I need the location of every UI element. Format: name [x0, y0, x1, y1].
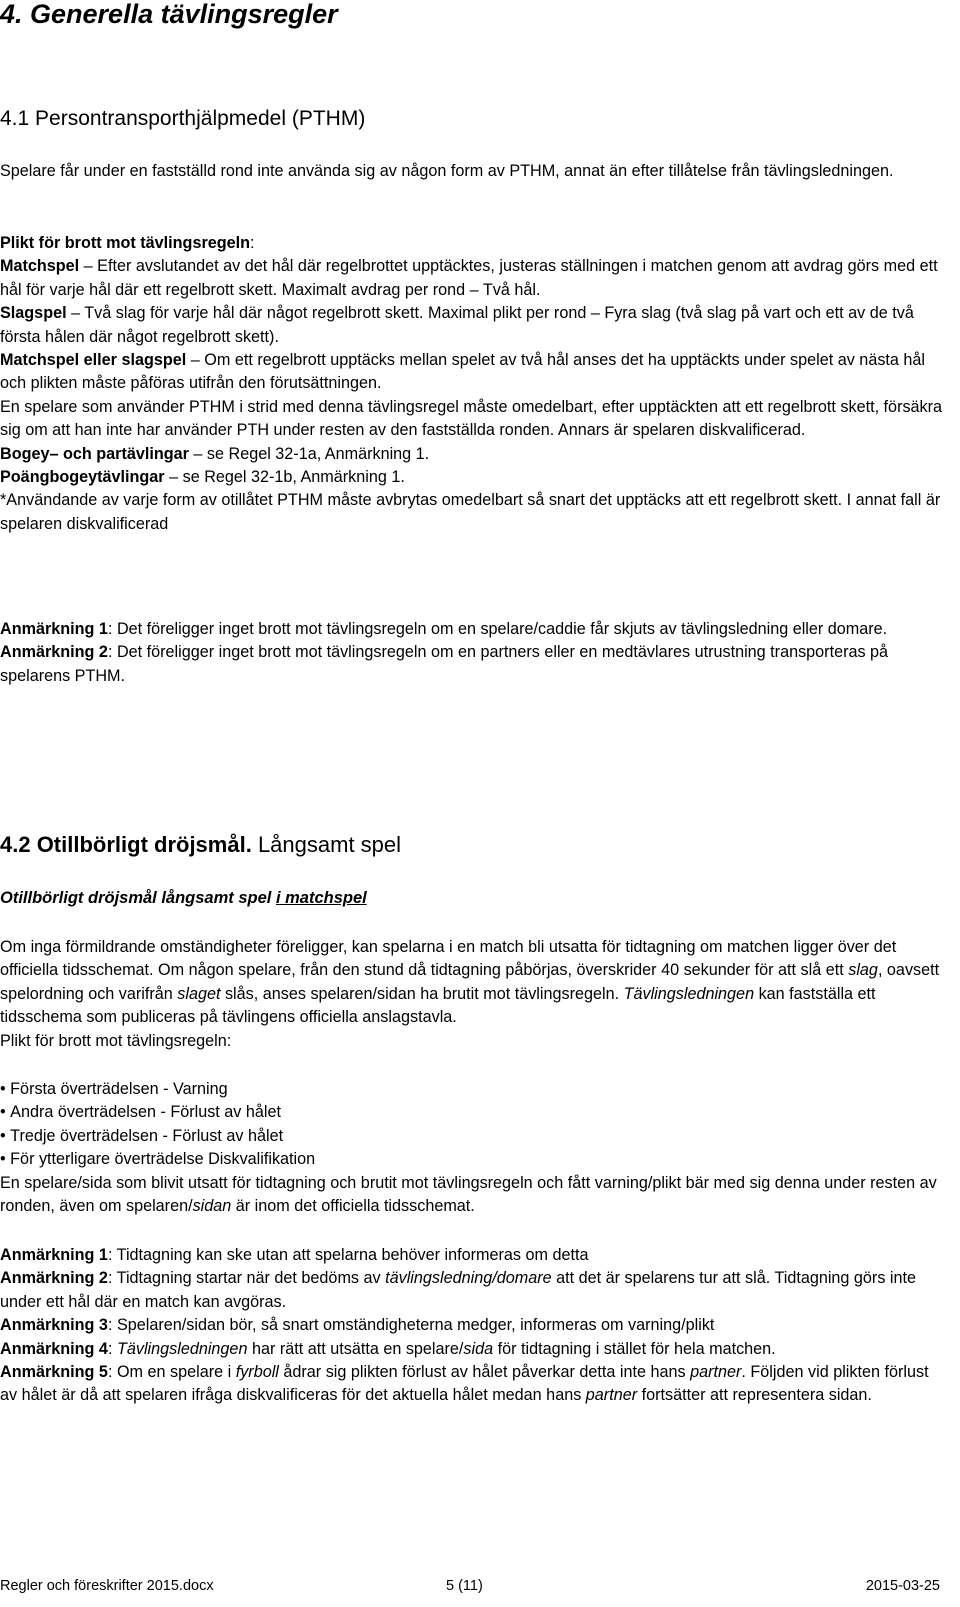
colon: :: [107, 1363, 113, 1382]
section-heading-4-1: 4.1 Persontransporthjälpmedel (PTHM): [0, 107, 366, 130]
note-text: Tidtagning startar när det bedöms av: [116, 1269, 386, 1288]
pthm-penalty-heading: Plikt för brott mot tävlingsregeln: [0, 234, 251, 252]
chapter-heading: 4. Generella tävlingsregler: [0, 0, 338, 29]
unauthorized-text: *Användande av varje form av otillåtet PTHM måste avbrytas omedelbart så snart det upptäcks att ett regelbrott skett. I annat fall är spelaren diskvalificerad: [0, 491, 941, 533]
colon: :: [107, 1246, 113, 1264]
note-text: Tidtagning kan ske utan att spelarna behöver informeras om detta: [116, 1246, 589, 1264]
penalty-list: [0, 1078, 950, 1172]
slow-play-notes: [0, 1244, 950, 1408]
note-italic: partner: [585, 1386, 638, 1405]
colon: :: [107, 1316, 113, 1335]
pthm-player-text: En spelare som använder PTHM i strid med denna tävlingsregel måste omedelbart, efter upptäckten att ett regelbrott skett, försäkra sig om att han inte har använder PTH under resten av den fastställda ronden. Annars är spelaren diskvalificerad.: [0, 397, 943, 440]
pthm-intro: [0, 160, 950, 183]
footer-divider: [0, 1571, 940, 1572]
note1-label: Anmärkning 1: [0, 620, 108, 638]
note-text: ådrar sig plikten förlust av hålet påverkar detta inte hans: [278, 1363, 691, 1382]
footer-filename: Regler och föreskrifter 2015.docx: [0, 1578, 214, 1594]
intro-part: Om inga förmildrande omständigheter föreligger, kan spelarna i en match bli utsatta för tidtagning om matchen ligger över det officiella tidsschemat. Om någon spelare, från den stund då tidtagning påbörjas, överskrider 40 sekunder för att slå ett: [0, 938, 897, 980]
note-italic: tävlingsledning/domare: [385, 1269, 552, 1288]
strokeplay-text: – Två slag för varje hål där något regelbrott skett. Maximal plikt per rond – Fyra slag (två slag på vart och ett av de två första hålen där något regelbrott skett).: [0, 304, 914, 346]
note-text: att det är spelarens tur att slå. Tidtagning görs inte under ett hål där en match kan avgöras.: [0, 1269, 917, 1311]
points-text: – se Regel 32-1b, Anmärkning 1.: [164, 468, 405, 487]
colon: :: [107, 643, 113, 662]
note-text: har rätt att utsätta en spelare/: [247, 1339, 464, 1358]
bogey-label: Bogey– och partävlingar: [0, 444, 189, 463]
strokeplay-label: Slagspel: [0, 304, 67, 323]
list-item: • Tredje överträdelsen - Förlust av hålet: [0, 1125, 950, 1148]
pthm-intro-text: Spelare får under en fastställd rond inte använda sig av någon form av PTHM, annat än efter tillåtelse från tävlingsledningen.: [0, 162, 894, 180]
section-heading-4-2-rest: Långsamt spel: [251, 832, 402, 857]
slow-penalty-heading: Plikt för brott mot tävlingsregeln:: [0, 1031, 232, 1050]
note1-text: Det föreligger inget brott mot tävlingsregeln om en spelare/caddie får skjuts av tävlingsledning eller domare.: [116, 620, 888, 638]
intro-part: kan fastställa ett tidsschema som publiceras på tävlingens officiella anslagstavla.: [0, 984, 876, 1027]
colon: :: [107, 620, 113, 638]
note-text: Om en spelare i: [116, 1363, 236, 1382]
pthm-notes: [0, 618, 950, 688]
after-part: är inom det officiella tidsschemat.: [231, 1197, 475, 1216]
list-item: • Första överträdelsen - Varning: [0, 1078, 950, 1101]
subtitle-text: Otillbörligt dröjsmål långsamt spel: [0, 889, 276, 907]
colon: :: [107, 1269, 113, 1288]
note-text: . Följden vid plikten förlust av hålet är då att spelaren ifråga diskvalificeras för det aktuella hålet medan hans: [0, 1363, 929, 1405]
note2-text: Det föreligger inget brott mot tävlingsregeln om en partners eller en medtävlares utrustning transporteras på spelarens PTHM.: [0, 643, 889, 685]
note-text: fortsätter att representera sidan.: [637, 1386, 872, 1405]
intro-italic: Tävlingsledningen: [623, 984, 755, 1003]
list-item: • Andra överträdelsen - Förlust av hålet: [0, 1101, 950, 1124]
note-label: Anmärkning 2: [0, 1269, 108, 1288]
note-italic: Tävlingsledningen: [116, 1339, 248, 1358]
colon: :: [107, 1339, 113, 1358]
matchplay-text: – Efter avslutandet av det hål där regelbrottet upptäcktes, justeras ställningen i matchen genom att avdrag görs med ett hål för varje hål där ett regelbrott skett. Maximalt avdrag per rond – Två hål.: [0, 257, 938, 299]
intro-italic: slag: [848, 961, 878, 980]
slow-play-after: [0, 1172, 950, 1219]
either-text: – Om ett regelbrott upptäcks mellan spelet av två hål anses det ha upptäckts under spelet av nästa hål och plikten måste påföras utifrån den förutsättningen.: [0, 351, 926, 393]
section-heading-4-2: [0, 831, 401, 859]
section-heading-4-2-bold: 4.2 Otillbörligt dröjsmål.: [0, 832, 252, 857]
note-italic: sida: [463, 1339, 494, 1358]
note-italic: partner: [690, 1363, 742, 1382]
intro-italic: slaget: [177, 984, 221, 1003]
colon: :: [250, 234, 255, 252]
matchplay-label: Matchspel: [0, 257, 80, 276]
slow-play-body: [0, 936, 950, 1053]
subtitle-underlined: i matchspel: [275, 889, 367, 907]
list-item: • För ytterligare överträdelse Diskvalifikation: [0, 1148, 950, 1171]
bogey-text: – se Regel 32-1a, Anmärkning 1.: [188, 444, 430, 463]
note-label: Anmärkning 3: [0, 1316, 108, 1335]
after-part: En spelare/sida som blivit utsatt för tidtagning och brutit mot tävlingsregeln och fått varning/plikt bär med sig denna under resten av ronden, även om spelaren/: [0, 1174, 937, 1216]
pthm-penalty-block: [0, 232, 950, 536]
note-italic: fyrboll: [235, 1363, 279, 1382]
footer-page-number: 5 (11): [446, 1578, 483, 1594]
note2-label: Anmärkning 2: [0, 643, 108, 662]
note-text: Spelaren/sidan bör, så snart omständigheterna medger, informeras om varning/plikt: [116, 1316, 715, 1335]
note-label: Anmärkning 5: [0, 1363, 108, 1382]
note-label: Anmärkning 1: [0, 1246, 108, 1264]
note-label: Anmärkning 4: [0, 1339, 108, 1358]
points-label: Poängbogeytävlingar: [0, 468, 165, 487]
intro-part: , oavsett spelordning och varifrån: [0, 961, 940, 1003]
intro-part: slås, anses spelaren/sidan ha brutit mot tävlingsregeln.: [220, 984, 624, 1003]
slow-play-subtitle: [0, 886, 367, 910]
either-label: Matchspel eller slagspel: [0, 351, 187, 370]
after-italic: sidan: [192, 1197, 232, 1216]
note-text: för tidtagning i stället för hela matchen.: [493, 1339, 776, 1358]
page-footer: [0, 1576, 940, 1600]
footer-date: 2015-03-25: [865, 1578, 940, 1594]
